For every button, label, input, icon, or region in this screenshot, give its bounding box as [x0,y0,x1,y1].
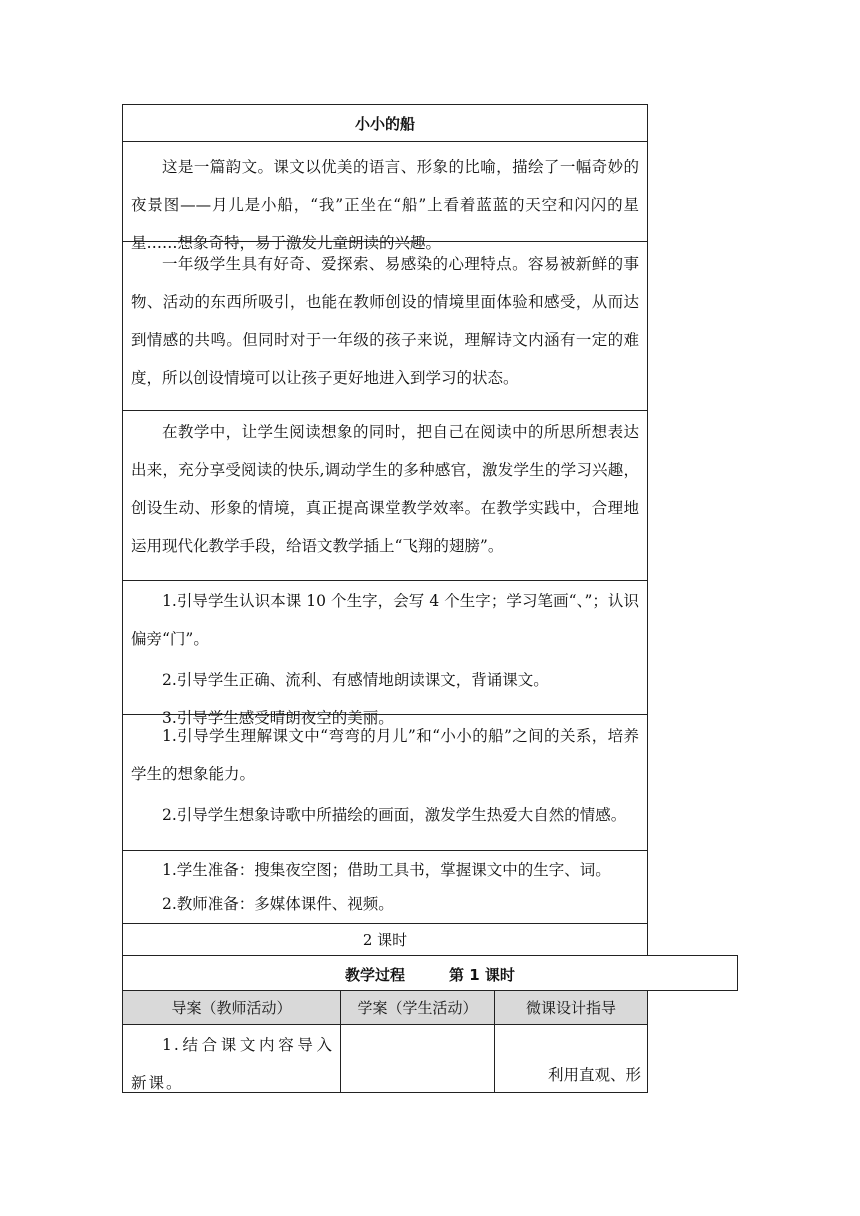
column-header-teacher: 导案（教师活动） [122,990,341,1025]
student-analysis-section [122,241,648,411]
guide-cell [494,1024,648,1093]
column-header-student: 学案（学生活动） [340,990,495,1025]
text-analysis-paragraph: 这是一篇韵文。课文以优美的语言、形象的比喻，描绘了一幅奇妙的夜景图——月儿是小船，“我”正坐在“船”上看着蓝蓝的天空和闪闪的星星……想象奇特，易于激发儿童朗读的兴趣。 [131,158,639,252]
column-header-guide: 微课设计指导 [494,990,648,1025]
teacher-activity-cell [122,1024,341,1093]
preparation-item: 1.学生准备：搜集夜空图；借助工具书，掌握课文中的生字、词。 [162,861,611,879]
teaching-concept-paragraph: 在教学中，让学生阅读想象的同时，把自己在阅读中的所思所想表达出来，充分享受阅读的快乐,调动学生的多种感官，激发学生的学习兴趣，创设生动、形象的情境，真正提高课堂教学效率。在教学实践中，合理地运用现代化教学手段，给语文教学插上“飞翔的翅膀”。 [131,423,639,555]
key-points-section [122,714,648,851]
objective-item: 3.引导学生感受晴朗夜空的美丽。 [162,709,394,727]
text-analysis-section [122,141,648,252]
guide-text: 利用直观、形 [547,1066,641,1084]
objective-item: 2.引导学生正确、流利、有感情地朗读课文，背诵课文。 [162,671,549,689]
student-analysis-paragraph: 一年级学生具有好奇、爱探索、易感染的心理特点。容易被新鲜的事物、活动的东西所吸引，也能在教师创设的情境里面体验和感受，从而达到情感的共鸣。但同时对于一年级的孩子来说，理解诗文内涵有一定的难度，所以创设情境可以让孩子更好地进入到学习的状态。 [131,255,639,387]
period-label: 第 1 课时 [449,966,515,984]
teaching-process-header [122,955,738,991]
student-activity-cell [340,1024,495,1093]
lesson-title: 小小的船 [122,104,648,142]
key-point-item: 2.引导学生想象诗歌中所描绘的画面，激发学生热爱大自然的情感。 [162,806,627,824]
preparation-item: 2.教师准备：多媒体课件、视频。 [162,895,394,913]
key-point-item: 1.引导学生理解课文中“弯弯的月儿”和“小小的船”之间的关系，培养学生的想象能力。 [131,727,639,783]
teaching-objectives-section [122,580,648,727]
objective-item: 1.引导学生认识本课 10 个生字，会写 4 个生字；学习笔画“、”；认识偏旁“门”。 [131,592,639,648]
teaching-process-label: 教学过程 [345,966,406,984]
teaching-concept-section [122,410,648,581]
preparation-section [122,850,648,924]
teacher-activity-text: 1.结合课文内容导入新课。 [131,1036,334,1092]
class-hours: 2 课时 [122,923,648,956]
